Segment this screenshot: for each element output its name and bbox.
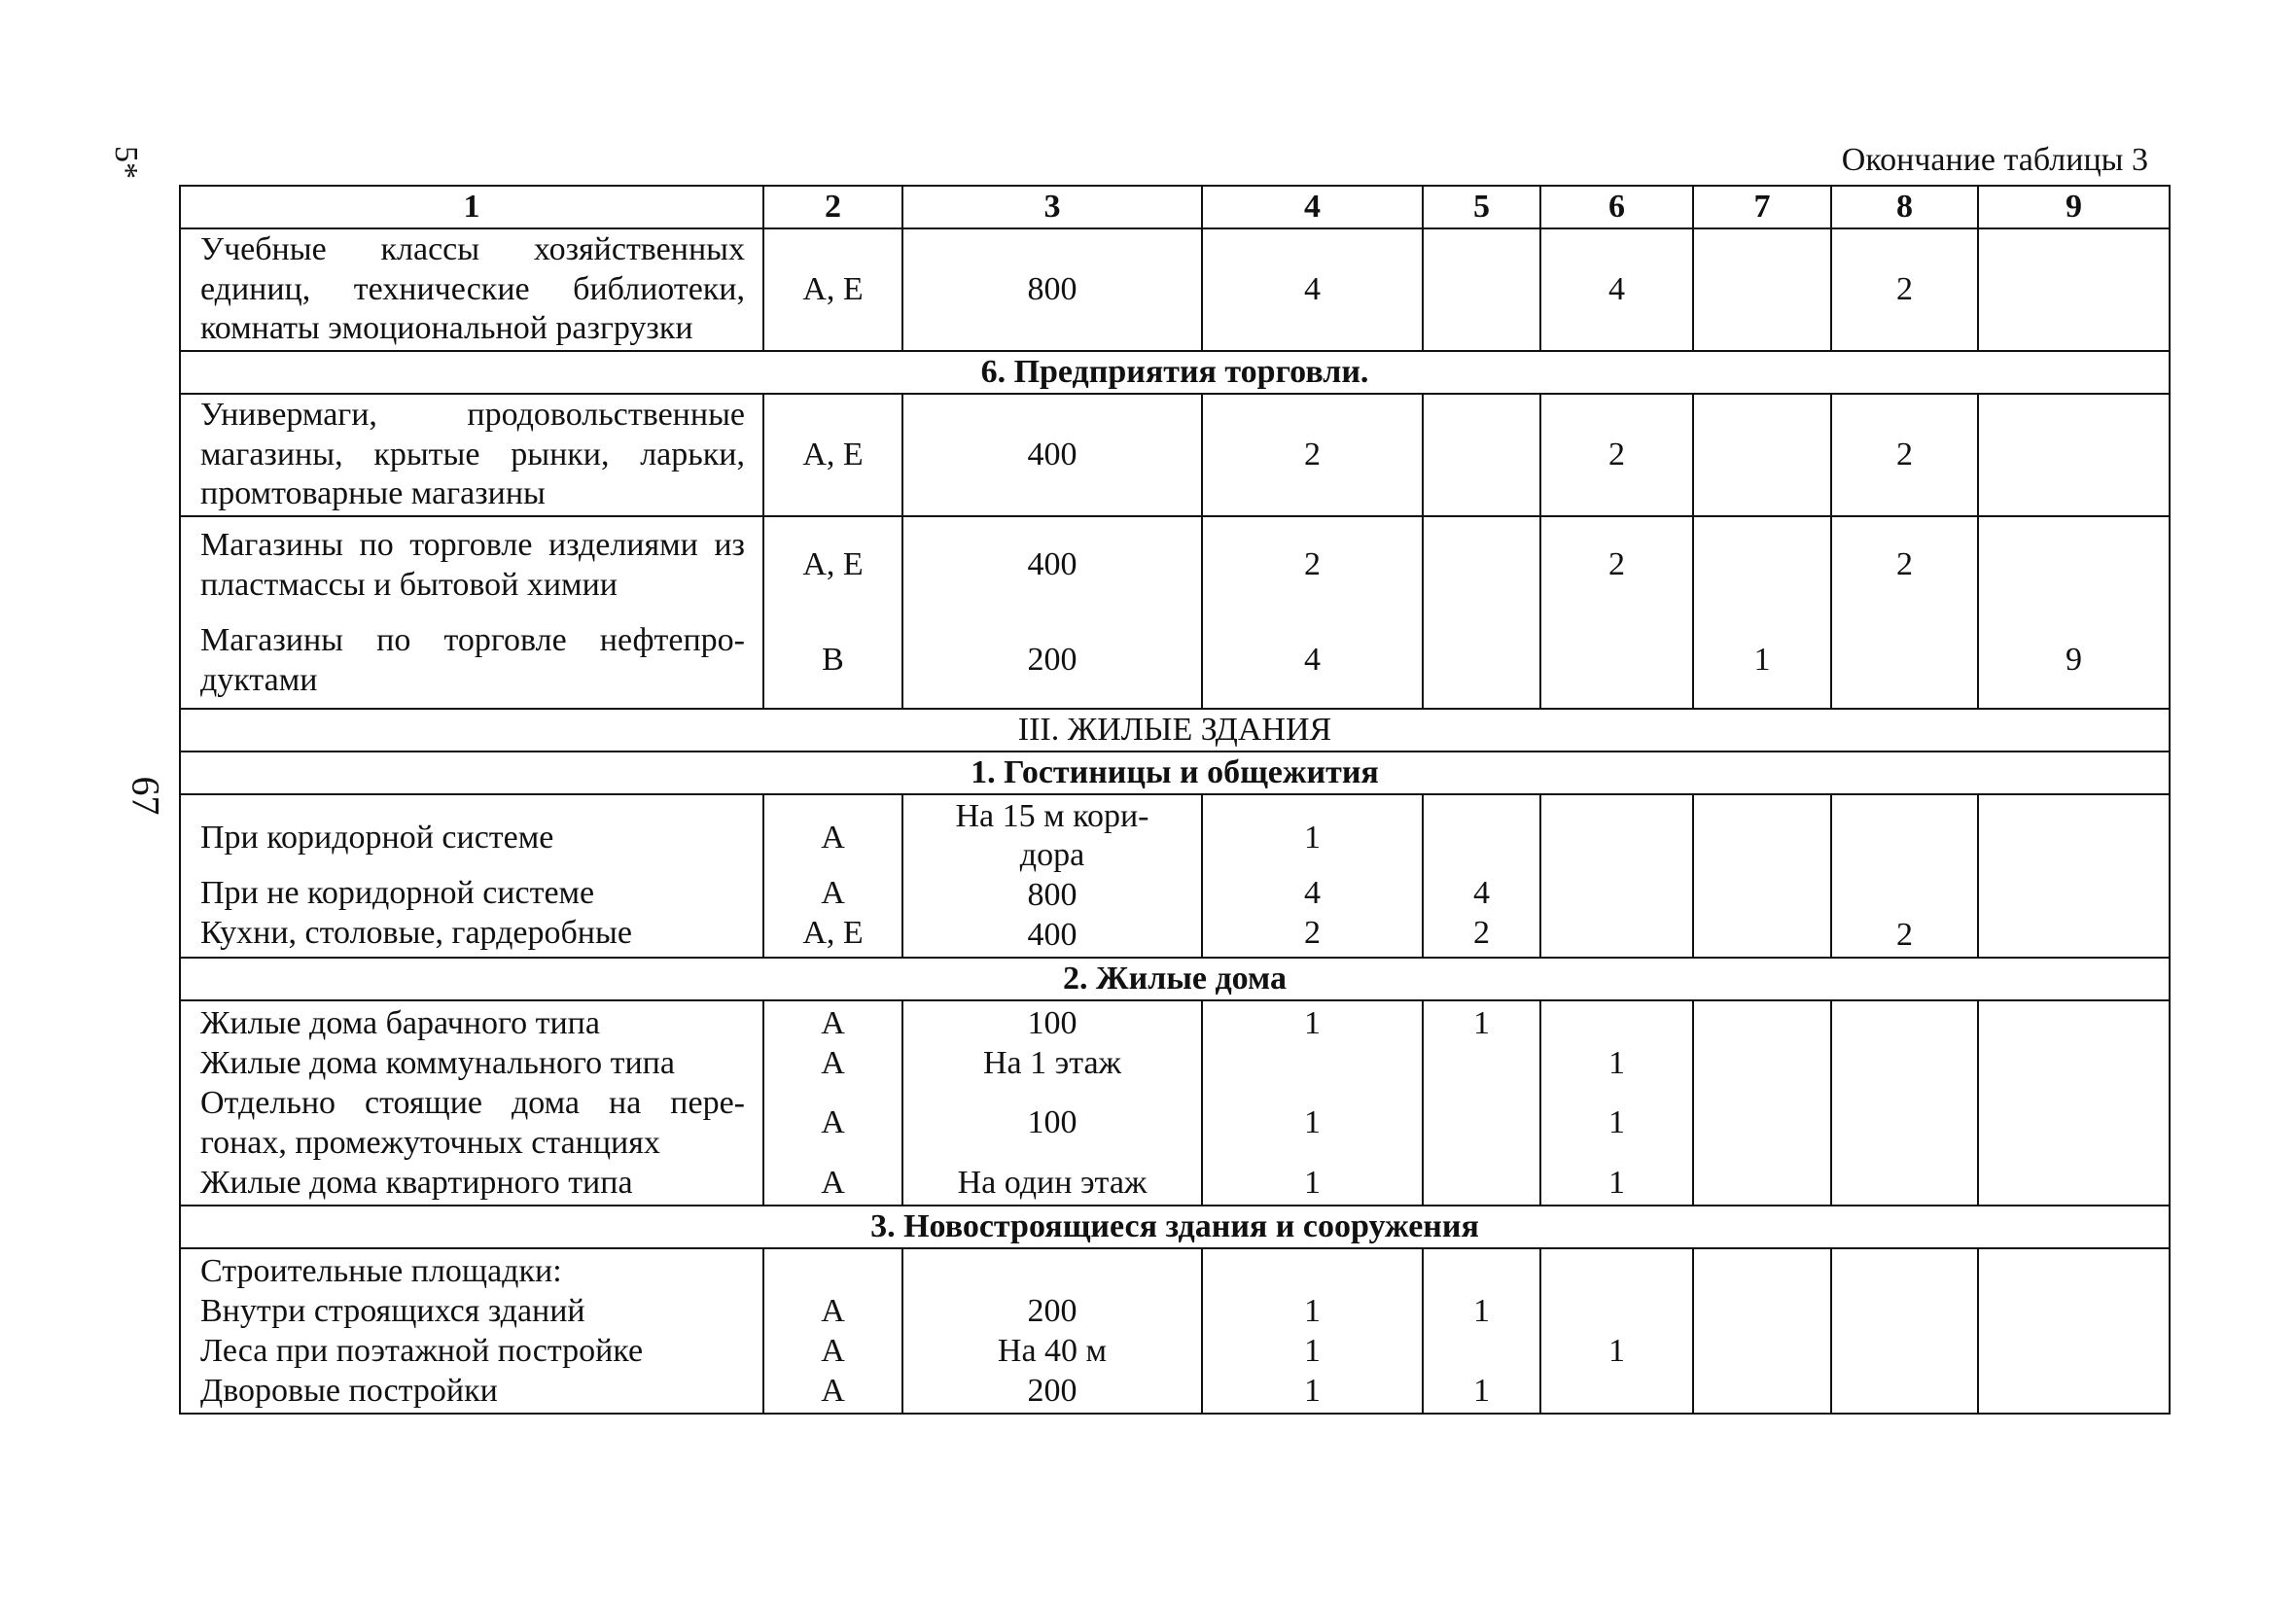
cell-value: 1: [1304, 1333, 1321, 1369]
header-cell: 2: [763, 186, 902, 228]
fire-safety-table: [179, 185, 2171, 1415]
cell-value: 1: [1608, 1333, 1625, 1369]
cell-value: На 15 м кори-: [955, 798, 1149, 834]
cell-value: 1: [1304, 819, 1321, 856]
table-cell: 2: [1540, 516, 1693, 613]
table-cell: А, Е: [763, 394, 902, 516]
cell-value: 2: [1896, 917, 1913, 953]
table-cell: [1202, 1000, 1423, 1206]
table-cell: [1978, 394, 2170, 516]
table-cell: [1978, 1000, 2170, 1206]
cell-value: 1: [1608, 1104, 1625, 1140]
cell-value: А, Е: [802, 914, 864, 951]
cell-value: А: [821, 1373, 845, 1409]
cell-value: А: [821, 819, 845, 856]
table-row: [180, 516, 2170, 613]
row-labels: [180, 1248, 763, 1414]
margin-mark: 5*: [108, 146, 144, 179]
table-cell: 4: [1540, 228, 1693, 351]
table-caption: Окончание таблицы 3: [1841, 142, 2148, 178]
table-row: [180, 613, 2170, 709]
section-header-row: [180, 709, 2170, 752]
table-cell: [1202, 794, 1423, 958]
cell-value: 1: [1304, 1293, 1321, 1329]
table-cell: [1693, 794, 1831, 958]
row-label: Жилые дома барачного типа: [200, 1005, 600, 1041]
cell-value: 2: [1473, 914, 1490, 951]
row-label: Жилые дома квартирного типа: [200, 1165, 633, 1201]
table-cell: [902, 1248, 1202, 1414]
table-cell: [1202, 1248, 1423, 1414]
header-cell: 3: [902, 186, 1202, 228]
table-cell: [1978, 1248, 2170, 1414]
table-cell: [902, 794, 1202, 958]
table-cell: [1540, 613, 1693, 709]
section-header-row: [180, 752, 2170, 794]
table-cell: [902, 1000, 1202, 1206]
table-cell: [1978, 794, 2170, 958]
cell-value: 1: [1304, 1165, 1321, 1201]
cell-value: 1: [1304, 1373, 1321, 1409]
table-cell: 200: [902, 613, 1202, 709]
row-labels: [180, 1000, 763, 1206]
table-cell: [1540, 1000, 1693, 1206]
cell-value: 200: [1027, 1293, 1077, 1329]
header-cell: 7: [1693, 186, 1831, 228]
cell-value: 800: [1027, 877, 1077, 913]
table-cell: [1831, 794, 1978, 958]
cell-value: 100: [1027, 1005, 1077, 1041]
row-label: гонах, промежуточных станциях: [200, 1125, 660, 1161]
table-cell: [1423, 794, 1540, 958]
table-cell: [1423, 1000, 1540, 1206]
cell-value: А: [821, 1045, 845, 1081]
table-cell: [1423, 394, 1540, 516]
table-cell: [763, 1248, 902, 1414]
table-cell: [1693, 1248, 1831, 1414]
header-row: [180, 186, 2170, 228]
table-cell: [1423, 228, 1540, 351]
table-cell: [1693, 516, 1831, 613]
table-cell: [763, 1000, 902, 1206]
row-label: Учебные классы хозяйственных единиц, технические библиотеки, комнаты эмоциональной разгрузки: [180, 228, 763, 351]
table-cell: [1978, 228, 2170, 351]
table-cell: 2: [1202, 516, 1423, 613]
table-cell: [1693, 394, 1831, 516]
table-cell: 2: [1831, 228, 1978, 351]
table-cell: [1423, 516, 1540, 613]
cell-value: дора: [1019, 837, 1085, 873]
page-number: 67: [124, 776, 168, 816]
table-cell: 400: [902, 516, 1202, 613]
row-label: При коридорной системе: [200, 819, 554, 856]
cell-value: На 1 этаж: [982, 1045, 1122, 1081]
row-label: Отдельно стоящие дома на пере-: [200, 1085, 745, 1121]
table-row-group: [180, 1000, 2170, 1206]
cell-value: А: [821, 1165, 845, 1201]
header-cell: 4: [1202, 186, 1423, 228]
cell-value: А: [821, 1293, 845, 1329]
table-cell: [1831, 613, 1978, 709]
row-labels: [180, 794, 763, 958]
table-row-group: [180, 1248, 2170, 1414]
table-cell: [1423, 1248, 1540, 1414]
cell-value: А: [821, 1104, 845, 1140]
cell-value: 400: [1027, 917, 1077, 953]
section-title: III. ЖИЛЫЕ ЗДАНИЯ: [180, 709, 2170, 752]
row-label: Дворовые постройки: [200, 1373, 498, 1409]
cell-value: 4: [1473, 874, 1490, 911]
row-label: Жилые дома коммунального типа: [200, 1045, 675, 1081]
header-cell: 5: [1423, 186, 1540, 228]
cell-value: А: [821, 1333, 845, 1369]
cell-value: 200: [1027, 1373, 1077, 1409]
row-label: Кухни, столовые, гардеробные: [200, 914, 632, 951]
table-row: [180, 394, 2170, 516]
table-cell: [1831, 1000, 1978, 1206]
table-row: [180, 228, 2170, 351]
table-cell: 2: [1202, 394, 1423, 516]
cell-value: 1: [1304, 1005, 1321, 1041]
header-cell: 6: [1540, 186, 1693, 228]
cell-value: 1: [1473, 1293, 1490, 1329]
cell-value: 1: [1473, 1373, 1490, 1409]
header-cell: 9: [1978, 186, 2170, 228]
table-cell: [1423, 613, 1540, 709]
section-header-row: [180, 958, 2170, 1000]
table-cell: [1831, 1248, 1978, 1414]
row-label: Магазины по торговле нефтепро-дуктами: [180, 613, 763, 709]
cell-value: 2: [1304, 914, 1321, 951]
row-label: Магазины по торговле изделиями из пластмассы и бытовой химии: [180, 516, 763, 613]
cell-value: 4: [1304, 874, 1321, 911]
section-title: 2. Жилые дома: [180, 958, 2170, 1000]
table-cell: 9: [1978, 613, 2170, 709]
section-title: 1. Гостиницы и общежития: [180, 752, 2170, 794]
table-cell: [763, 794, 902, 958]
table-cell: 1: [1693, 613, 1831, 709]
table-cell: 2: [1831, 516, 1978, 613]
table-cell: [1693, 1000, 1831, 1206]
cell-value: На один этаж: [957, 1165, 1148, 1201]
cell-value: На 40 м: [997, 1333, 1108, 1369]
table-cell: 4: [1202, 228, 1423, 351]
row-label: Леса при поэтажной постройке: [200, 1333, 644, 1369]
section-header-row: [180, 351, 2170, 394]
section-header-row: [180, 1206, 2170, 1248]
table-cell: [1978, 516, 2170, 613]
section-title: 6. Предприятия торговли.: [180, 351, 2170, 394]
cell-value: 1: [1473, 1005, 1490, 1041]
table-cell: А, Е: [763, 516, 902, 613]
cell-value: 100: [1027, 1104, 1077, 1140]
table-cell: А, Е: [763, 228, 902, 351]
cell-value: А: [821, 1005, 845, 1041]
cell-value: 1: [1608, 1165, 1625, 1201]
table-cell: [1540, 1248, 1693, 1414]
header-cell: 1: [180, 186, 763, 228]
table-cell: 4: [1202, 613, 1423, 709]
table-cell: 2: [1831, 394, 1978, 516]
table-cell: 400: [902, 394, 1202, 516]
cell-value: А: [821, 874, 845, 911]
table-row-group: [180, 794, 2170, 958]
table-cell: [1540, 794, 1693, 958]
row-label: Универмаги, продовольственные магазины, крытые рынки, ларьки, промтоварные магазины: [180, 394, 763, 516]
header-cell: 8: [1831, 186, 1978, 228]
table-cell: [1693, 228, 1831, 351]
row-label: Внутри строящихся зданий: [200, 1293, 585, 1329]
cell-value: 1: [1304, 1104, 1321, 1140]
section-title: 3. Новостроящиеся здания и сооружения: [180, 1206, 2170, 1248]
row-label: При не коридорной системе: [200, 874, 595, 911]
cell-value: 1: [1608, 1045, 1625, 1081]
table-cell: 800: [902, 228, 1202, 351]
table-cell: В: [763, 613, 902, 709]
table-cell: 2: [1540, 394, 1693, 516]
row-label: Строительные площадки:: [200, 1253, 562, 1289]
